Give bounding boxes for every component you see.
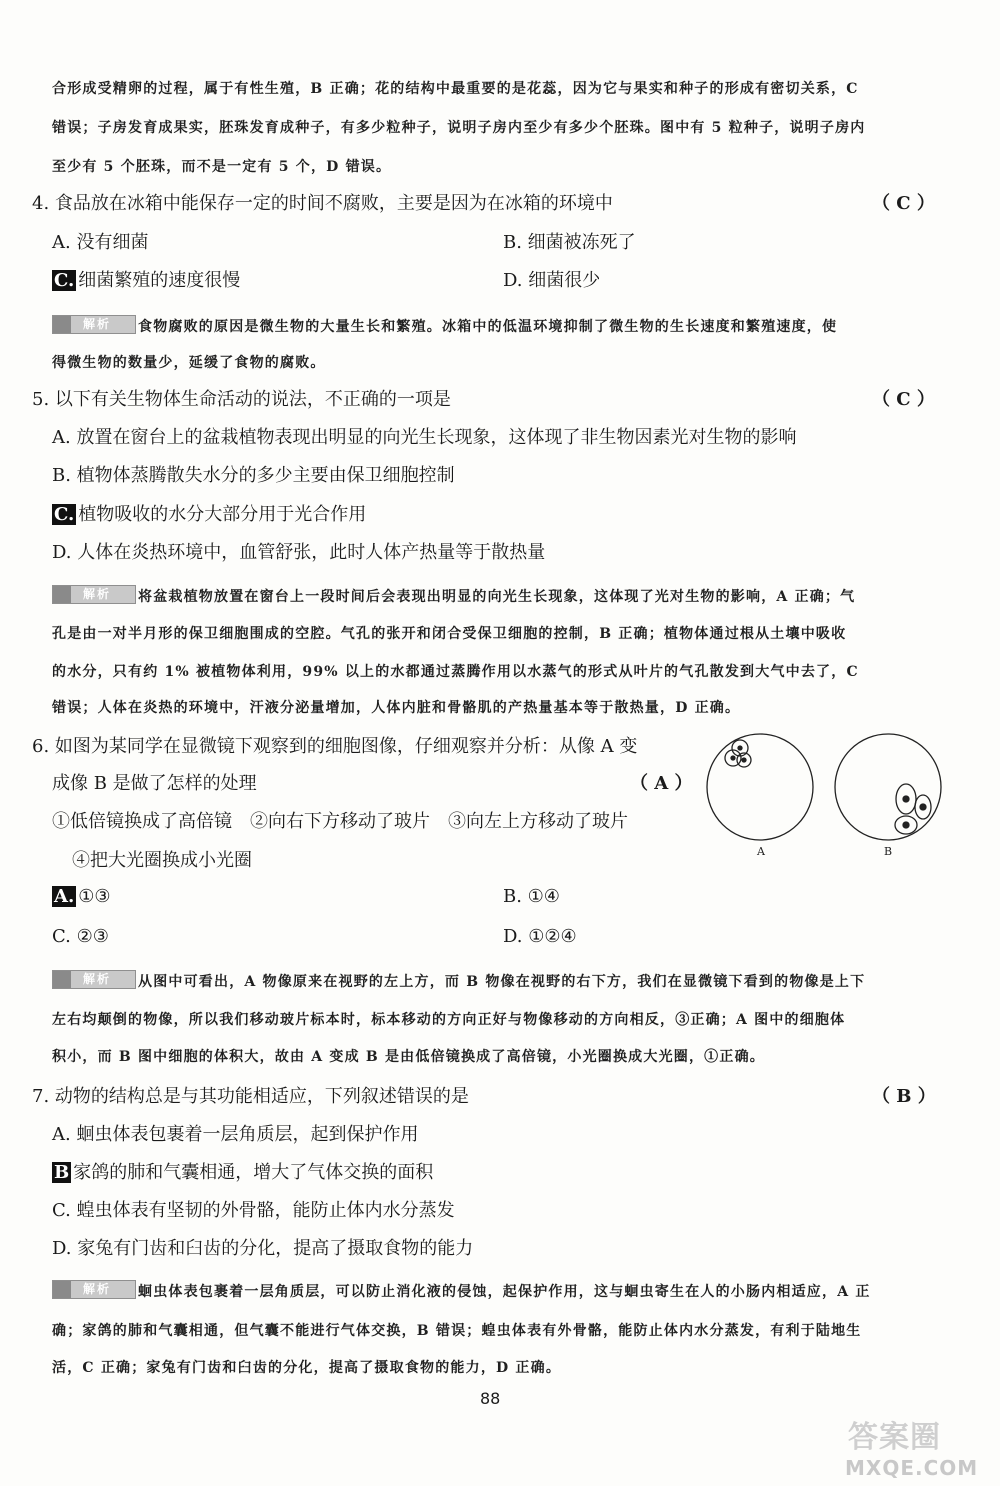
- watermark-url: MXQE.COM: [845, 1456, 979, 1480]
- page-number: 88: [480, 1389, 501, 1408]
- selected-mark: C.: [54, 270, 75, 291]
- q6-answer: （ A ）: [630, 773, 693, 794]
- q7-answer: （ B ）: [872, 1086, 936, 1107]
- q5-option-d: D. 人体在炎热环境中，血管舒张，此时人体产热量等于散热量: [52, 542, 546, 563]
- q5-option-c-text: 植物吸收的水分大部分用于光合作用: [78, 504, 367, 525]
- q4-expl-line-1: 解析 食物腐败的原因是微生物的大量生长和繁殖。冰箱中的低温环境抑制了微生物的生长速度和繁殖速度，使: [52, 315, 837, 336]
- analysis-tag: 解析: [52, 970, 136, 989]
- q5-option-b: B. 植物体蒸腾散失水分的多少主要由保卫细胞控制: [52, 465, 455, 486]
- q6-expl-line-3: 积小，而 B 图中细胞的体积大，故由 A 变成 B 是由低倍镜换成了高倍镜，小光圈换成大光圈，①正确。: [52, 1049, 765, 1065]
- q6-option-b: B. ①④: [503, 886, 560, 907]
- label-a: A: [757, 845, 765, 858]
- selected-mark: A.: [54, 886, 75, 907]
- q6-stem-line-2: 成像 B 是做了怎样的处理: [52, 773, 257, 794]
- selected-mark: B: [54, 1162, 70, 1183]
- q7-option-b: [52, 1158, 433, 1184]
- q7-expl-line-2: 确；家鸽的肺和气囊相通，但气囊不能进行气体交换，B 错误；蝗虫体表有外骨骼，能防止体内水分蒸发，有利于陆地生: [52, 1323, 862, 1339]
- selected-mark: C.: [54, 504, 75, 525]
- watermark-logo: 答案圈: [848, 1420, 941, 1455]
- analysis-tag: 解析: [52, 585, 136, 604]
- q7-expl-line-1: 解析 蛔虫体表包裹着一层角质层，可以防止消化液的侵蚀，起保护作用，这与蛔虫寄生在人的小肠内相适应，A 正: [52, 1280, 871, 1301]
- q7-option-d: D. 家兔有门齿和臼齿的分化，提高了摄取食物的能力: [52, 1238, 474, 1259]
- q4-option-c: [52, 266, 240, 292]
- q4-answer: （ C ）: [872, 193, 935, 214]
- q7-option-b-text: 家鸽的肺和气囊相通，增大了气体交换的面积: [73, 1162, 434, 1183]
- q4-option-b: B. 细菌被冻死了: [503, 232, 636, 253]
- q5-option-a: A. 放置在窗台上的盆栽植物表现出明显的向光生长现象，这体现了非生物因素光对生物的影响: [52, 427, 797, 448]
- q5-stem: 5. 以下有关生物体生命活动的说法，不正确的一项是: [32, 389, 451, 410]
- q6-option-a-text: ①③: [78, 886, 111, 907]
- analysis-tag: 解析: [52, 315, 136, 334]
- q6-option-d: D. ①②④: [503, 926, 577, 947]
- analysis-tag: 解析: [52, 1280, 136, 1299]
- q4-option-d: D. 细菌很少: [503, 270, 601, 291]
- q4-expl-line-2: 得微生物的数量少，延缓了食物的腐败。: [52, 355, 326, 371]
- intro-expl-line-1: 合形成受精卵的过程，属于有性生殖，B 正确；花的结构中最重要的是花蕊，因为它与果实和种子的形成有密切关系，C: [52, 81, 859, 97]
- q5-option-c: [52, 500, 366, 526]
- label-b: B: [884, 845, 893, 858]
- view-b: [835, 734, 941, 840]
- view-a: [707, 734, 813, 840]
- q7-option-a: A. 蛔虫体表包裹着一层角质层，起到保护作用: [52, 1124, 419, 1145]
- q5-answer: （ C ）: [872, 389, 935, 410]
- q6-option-a: [52, 886, 111, 907]
- q7-stem: 7. 动物的结构总是与其功能相适应，下列叙述错误的是: [32, 1086, 469, 1107]
- q5-expl-line-2: 孔是由一对半月形的保卫细胞围成的空腔。气孔的张开和闭合受保卫细胞的控制，B 正确；植物体通过根从土壤中吸收: [52, 626, 847, 642]
- q6-option-c: C. ②③: [52, 926, 109, 947]
- q7-option-c: C. 蝗虫体表有坚韧的外骨骼，能防止体内水分蒸发: [52, 1200, 455, 1221]
- q6-items-line-1: ①低倍镜换成了高倍镜 ②向右下方移动了玻片 ③向左上方移动了玻片: [52, 811, 628, 832]
- q4-stem: 4. 食品放在冰箱中能保存一定的时间不腐败，主要是因为在冰箱的环境中: [32, 193, 613, 214]
- q6-expl-line-1: 解析 从图中可看出，A 物像原来在视野的左上方，而 B 物像在视野的右下方，我们在显微镜下看到的物像是上下: [52, 970, 865, 991]
- microscope-figure: [700, 730, 950, 865]
- q7-expl-line-3: 活，C 正确；家兔有门齿和臼齿的分化，提高了摄取食物的能力，D 正确。: [52, 1360, 562, 1376]
- q6-stem-line-1: 6. 如图为某同学在显微镜下观察到的细胞图像，仔细观察并分析：从像 A 变: [32, 736, 638, 757]
- intro-expl-line-2: 错误；子房发育成果实，胚珠发育成种子，有多少粒种子，说明子房内至少有多少个胚珠。图中有 5 粒种子，说明子房内: [52, 120, 866, 136]
- q5-expl-line-3: 的水分，只有约 1% 被植物体利用，99% 以上的水都通过蒸腾作用以水蒸气的形式从叶片的气孔散发到大气中去了，C: [52, 664, 859, 680]
- intro-expl-line-3: 至少有 5 个胚珠，而不是一定有 5 个，D 错误。: [52, 159, 392, 175]
- q5-expl-line-1: 解析 将盆栽植物放置在窗台上一段时间后会表现出明显的向光生长现象，这体现了光对生物的影响，A 正确；气: [52, 585, 855, 606]
- q4-option-a: A. 没有细菌: [52, 232, 149, 253]
- q5-expl-line-4: 错误；人体在炎热的环境中，汗液分泌量增加，人体内脏和骨骼肌的产热量基本等于散热量，D 正确。: [52, 700, 741, 716]
- q6-items-line-2: ④把大光圈换成小光圈: [72, 850, 252, 871]
- q6-expl-line-2: 左右均颠倒的物像，所以我们移动玻片标本时，标本移动的方向正好与物像移动的方向相反，③正确；A 图中的细胞体: [52, 1012, 846, 1028]
- q4-option-c-text: 细菌繁殖的速度很慢: [78, 270, 241, 291]
